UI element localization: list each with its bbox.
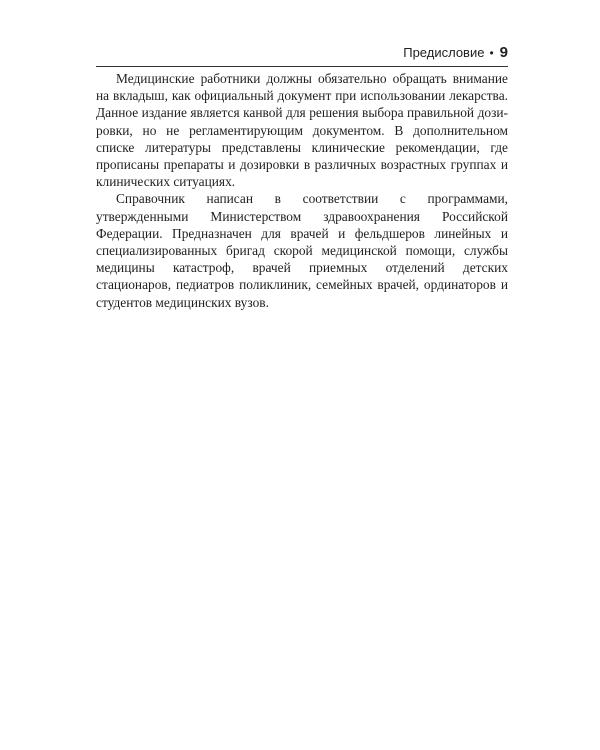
section-title: Предисловие (403, 45, 485, 60)
page-number: 9 (499, 44, 508, 61)
paragraph-2: Справочник написан в соответствии с программами, утвержденными Министерством здравоохранения Российской Федерации. Предназначен для врачей и фельдшеров линейных и специализированных бригад скорой медицинской помощи, службы медицины катастроф, врачей приемных отделений детских стационаров, педиатров поликлиник, семейных врачей, ординаторов и студентов медицинских вузов. (96, 191, 508, 310)
bullet-separator: • (489, 46, 494, 60)
body-text (96, 70, 508, 311)
running-header (96, 42, 508, 64)
header-rule (96, 66, 508, 67)
paragraph-1: Медицинские работники должны обязательно обращать внимание на вкладыш, как официальный документ при использовании лекарства. Данное издание является канвой для решения выбора правильной дозировки, но не регламентирующим документом. В дополнительном списке литературы представлены клинические рекомендации, где прописаны препараты и дозировки в различных возрастных группах и клинических ситуациях. (96, 71, 508, 190)
